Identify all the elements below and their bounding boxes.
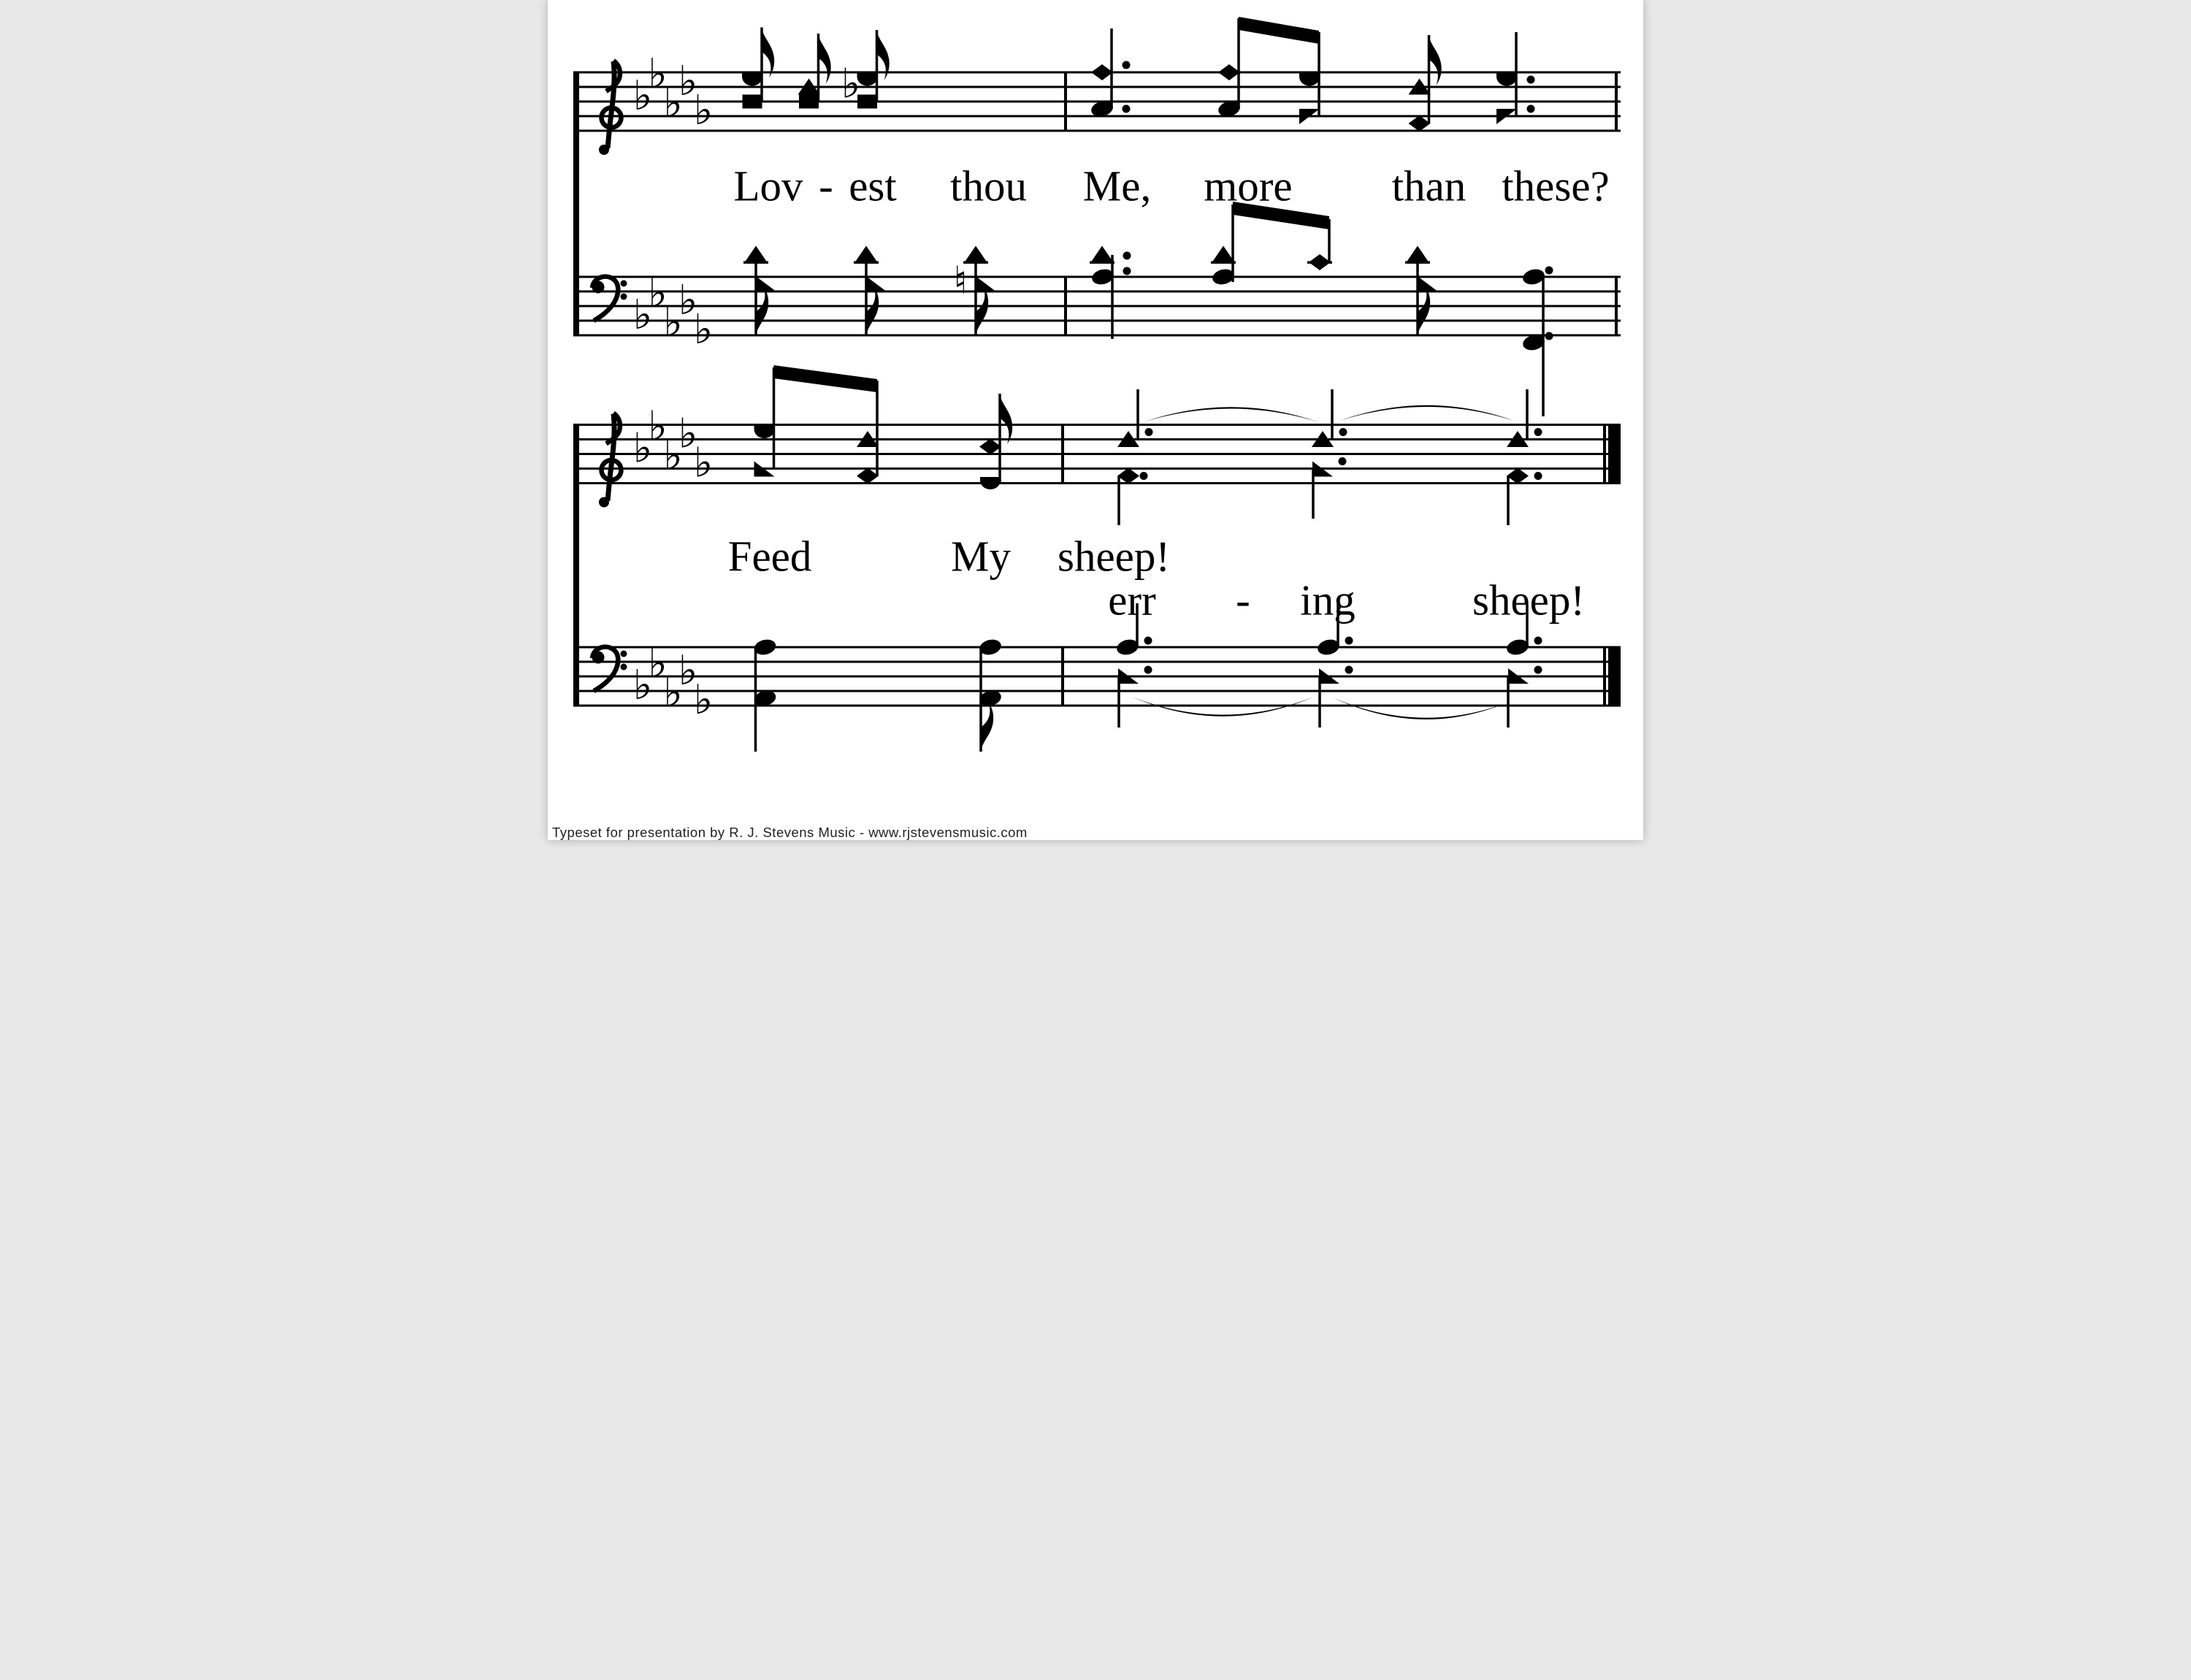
- key-signature-flat-icon: ♭: [632, 72, 653, 120]
- augmentation-dot: [1527, 76, 1535, 84]
- stem: [1136, 389, 1139, 440]
- staff-line: [573, 453, 1621, 455]
- key-signature-flat-icon: ♭: [693, 306, 714, 354]
- lyric-word: sheep!: [1058, 532, 1170, 581]
- notehead-mi: [1309, 254, 1331, 270]
- barline: [1064, 72, 1067, 132]
- treble-clef-icon: [599, 61, 622, 155]
- stem: [1117, 476, 1120, 526]
- notehead-la: [743, 95, 762, 109]
- lyric-word: than: [1391, 161, 1467, 210]
- key-signature-flat-icon: ♭: [632, 291, 653, 339]
- lyric-word: thou: [950, 161, 1027, 210]
- augmentation-dot: [1345, 637, 1353, 645]
- stem: [876, 381, 879, 476]
- augmentation-dot: [1534, 428, 1542, 436]
- stem: [1237, 18, 1240, 109]
- staff-line: [573, 438, 1621, 440]
- key-signature-flat-icon: ♭: [693, 87, 714, 134]
- key-signature-flat-icon: ♭: [663, 80, 683, 127]
- notehead-do: [1212, 246, 1234, 262]
- key-signature-flat-icon: ♭: [648, 270, 668, 317]
- augmentation-dot: [1545, 332, 1553, 340]
- lyric-word: est: [849, 161, 897, 210]
- staff-line: [573, 335, 1621, 337]
- barline: [1615, 276, 1618, 337]
- notehead-re: [742, 74, 762, 86]
- lyric-word: these?: [1502, 161, 1610, 210]
- barline: [1064, 276, 1067, 337]
- flat-accidental-icon: ♭: [841, 60, 861, 108]
- slur: [1339, 405, 1514, 421]
- notehead-re: [754, 426, 775, 438]
- staff-line: [573, 101, 1621, 103]
- bass-clef-icon: [592, 647, 627, 691]
- bass-clef-icon: [592, 277, 627, 321]
- notehead-mi: [979, 439, 1001, 455]
- score-canvas: [548, 0, 1643, 840]
- treble-clef-icon: [599, 413, 622, 508]
- staff-line: [573, 467, 1621, 470]
- notehead-mi: [1409, 115, 1431, 131]
- key-signature-flat-icon: ♭: [632, 424, 653, 473]
- stem: [1542, 277, 1545, 416]
- notehead-mi: [1091, 64, 1113, 80]
- lyric-word: sheep!: [1472, 576, 1585, 625]
- staff-line: [573, 424, 1621, 426]
- augmentation-dot: [1339, 457, 1347, 465]
- key-signature-flat-icon: ♭: [693, 676, 714, 724]
- notehead-la: [799, 95, 819, 109]
- key-signature-flat-icon: ♭: [632, 662, 653, 709]
- stem: [1331, 389, 1334, 440]
- augmentation-dot: [1527, 105, 1535, 113]
- slur: [1143, 407, 1319, 422]
- stem: [1111, 255, 1114, 339]
- barline: [1615, 72, 1618, 132]
- stem: [1110, 28, 1113, 109]
- notehead-fa2: [1418, 277, 1439, 292]
- stem: [1231, 205, 1234, 282]
- key-signature-flat-icon: ♭: [678, 277, 698, 324]
- augmentation-dot: [1545, 267, 1553, 275]
- key-signature-flat-icon: ♭: [663, 669, 683, 717]
- barline: [1608, 646, 1621, 707]
- staff-line: [573, 130, 1621, 132]
- music-notation: [573, 17, 1621, 752]
- footer-credit: Typeset for presentation by R. J. Stevens Music - www.rjstevensmusic.com: [552, 825, 1028, 840]
- lyric-word: ing: [1300, 576, 1355, 625]
- barline: [1603, 424, 1606, 484]
- staff-line: [573, 705, 1621, 707]
- notehead-re: [1299, 74, 1320, 86]
- key-signature-flat-icon: ♭: [648, 640, 668, 687]
- staff-line: [573, 676, 1621, 678]
- augmentation-dot: [1123, 267, 1131, 275]
- barline: [573, 72, 579, 337]
- notehead-do: [1091, 246, 1113, 262]
- lyric-word: Lov: [733, 161, 803, 210]
- augmentation-dot: [1534, 666, 1542, 674]
- barline: [1061, 424, 1064, 484]
- augmentation-dot: [1123, 252, 1131, 260]
- augmentation-dot: [1534, 472, 1542, 480]
- augmentation-dot: [1123, 105, 1131, 113]
- staff-line: [573, 320, 1621, 322]
- notehead-do: [855, 246, 877, 262]
- notehead-mi: [1117, 468, 1139, 484]
- barline: [1061, 646, 1064, 707]
- notehead-fa2: [976, 277, 997, 292]
- key-signature-flat-icon: ♭: [663, 299, 683, 346]
- staff-line: [573, 646, 1621, 649]
- barline: [573, 424, 579, 707]
- key-signature-flat-icon: ♭: [678, 647, 698, 695]
- lyric-word: more: [1204, 161, 1293, 210]
- key-signature-flat-icon: ♭: [663, 432, 683, 480]
- stem: [1328, 219, 1331, 262]
- natural-accidental-icon: ♮: [953, 259, 968, 303]
- key-signature-flat-icon: ♭: [648, 50, 668, 98]
- slur: [1333, 698, 1505, 719]
- barline: [1608, 424, 1621, 484]
- notehead-do: [1407, 246, 1429, 262]
- key-signature-flat-icon: ♭: [678, 410, 698, 458]
- beam: [1239, 17, 1319, 44]
- sheet-music-page: [548, 0, 1643, 840]
- notehead-do: [965, 246, 987, 262]
- notehead-fa2: [757, 277, 777, 292]
- key-signature-flat-icon: ♭: [648, 402, 668, 451]
- notehead-mi: [1507, 468, 1529, 484]
- augmentation-dot: [1345, 666, 1353, 674]
- augmentation-dot: [1144, 637, 1152, 645]
- staff-line: [573, 291, 1621, 293]
- augmentation-dot: [1140, 472, 1148, 480]
- notehead-re: [1496, 74, 1517, 86]
- staff-line: [573, 661, 1621, 663]
- augmentation-dot: [1145, 428, 1153, 436]
- staff-line: [573, 86, 1621, 88]
- key-signature-flat-icon: ♭: [678, 58, 698, 105]
- lyric-word: Feed: [727, 532, 812, 581]
- notehead-re: [980, 477, 1001, 489]
- notehead-mi: [1218, 64, 1240, 80]
- lyric-word: -: [819, 161, 833, 210]
- stem: [1507, 476, 1510, 526]
- staff-line: [573, 482, 1621, 484]
- lyric-word: -: [1236, 576, 1250, 625]
- augmentation-dot: [1534, 637, 1542, 645]
- stem: [773, 367, 776, 469]
- lyric-word: err: [1108, 576, 1156, 625]
- notehead-do: [745, 246, 767, 262]
- augmentation-dot: [1144, 666, 1152, 674]
- barline: [1603, 646, 1606, 707]
- lyric-word: Me,: [1082, 161, 1152, 210]
- stem: [1526, 389, 1529, 440]
- notehead-mi: [857, 468, 879, 484]
- staff-line: [573, 305, 1621, 308]
- staff-line: [573, 690, 1621, 692]
- augmentation-dot: [1339, 428, 1347, 436]
- notehead-fa2: [867, 277, 887, 292]
- lyric-word: My: [951, 532, 1011, 581]
- lyrics: [728, 162, 1610, 625]
- key-signature-flat-icon: ♭: [693, 439, 714, 487]
- augmentation-dot: [1123, 61, 1131, 69]
- beam: [774, 365, 878, 392]
